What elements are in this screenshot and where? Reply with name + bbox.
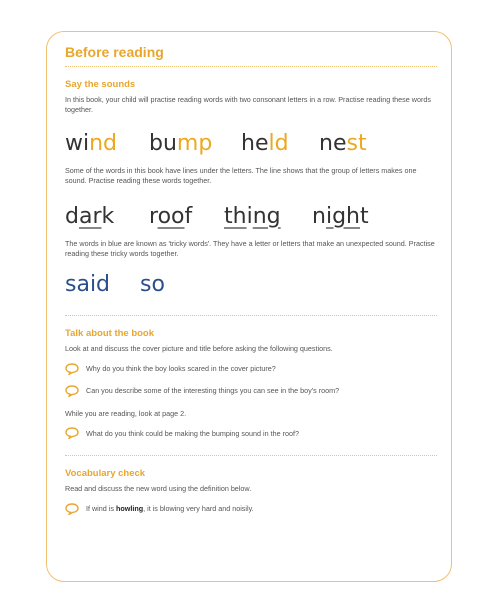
before-reading-card	[46, 31, 452, 582]
card-title: Before reading	[65, 44, 164, 60]
title-divider	[65, 66, 437, 67]
word-roof: roof	[149, 203, 193, 229]
question-3	[65, 427, 437, 439]
word-nest: nest	[319, 130, 367, 156]
word-dark: dark	[65, 203, 115, 229]
question-2-text: Can you describe some of the interesting things you can see in the boy's room?	[86, 386, 340, 396]
section-heading-talk-about-the-book: Talk about the book	[65, 328, 155, 340]
vocab-suffix: , it is blowing very hard and noisily.	[143, 504, 254, 514]
talk-intro-text: Look at and discuss the cover picture and title before asking the following questions.	[65, 344, 333, 354]
sounds-divider	[65, 315, 437, 316]
question-1	[65, 363, 437, 375]
vocab-definition	[65, 503, 437, 515]
word-held: held	[241, 130, 289, 156]
word-bump: bump	[149, 130, 213, 156]
words-row-consonant-blends	[65, 122, 437, 156]
tricky-word-so: so	[140, 272, 165, 298]
tricky-words-row	[65, 265, 437, 297]
vocab-intro-text: Read and discuss the new word using the definition below.	[65, 484, 252, 494]
question-3-text: What do you think could be making the bumping sound in the roof?	[86, 428, 299, 438]
vocab-word: howling	[115, 504, 144, 514]
word-wind: wind	[65, 130, 118, 156]
word-night: night	[312, 203, 369, 229]
question-1-text: Why do you think the boy looks scared in the cover picture?	[86, 364, 276, 374]
tricky-words-text: The words in blue are known as 'tricky words'. They have a letter or letters that make an unexpected sound. Practise reading these tricky words together.	[65, 238, 435, 259]
vocab-prefix: If wind is	[86, 504, 116, 514]
vocab-definition-text	[86, 504, 254, 513]
speech-bubble-icon	[65, 363, 79, 375]
underline-explanation-text: Some of the words in this book have lines under the letters. The line shows that the group of letters makes one sound. Practise reading these words together.	[65, 165, 417, 186]
tricky-word-said: said	[65, 272, 111, 298]
word-thing: thing	[224, 203, 281, 229]
talk-divider	[65, 455, 437, 456]
words-row-digraphs	[65, 195, 437, 229]
section-heading-say-the-sounds: Say the sounds	[65, 79, 136, 90]
while-reading-text: While you are reading, look at page 2.	[65, 408, 187, 418]
speech-bubble-icon	[65, 503, 79, 515]
speech-bubble-icon	[65, 427, 79, 439]
sounds-intro-text: In this book, your child will practise reading words with two consonant letters in a row. Practise reading these words together.	[65, 95, 431, 115]
section-heading-vocabulary-check: Vocabulary check	[65, 468, 146, 480]
question-2	[65, 385, 437, 397]
speech-bubble-icon	[65, 385, 79, 397]
